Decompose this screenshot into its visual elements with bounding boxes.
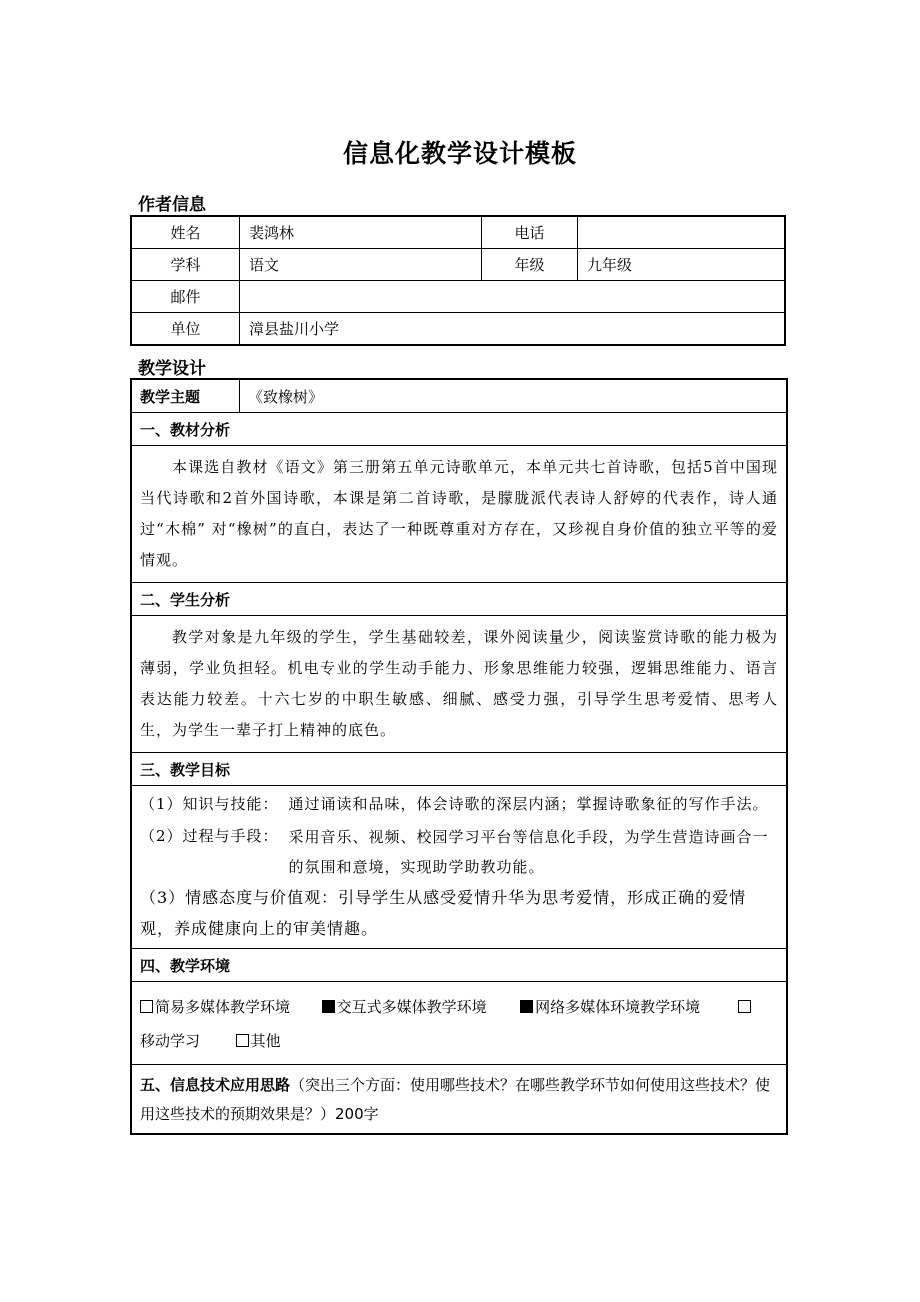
table-row	[131, 313, 785, 346]
teaching-environment-cell	[131, 982, 787, 1065]
env-options-row-2	[140, 1024, 778, 1058]
name-label: 姓名	[131, 216, 240, 249]
env-options-row-1	[140, 990, 778, 1024]
table-row	[131, 413, 787, 446]
student-analysis-title: 二、学生分析	[131, 583, 787, 616]
goal-item	[134, 790, 780, 818]
student-analysis-text: 教学对象是九年级的学生，学生基础较差，课外阅读量少，阅读鉴赏诗歌的能力极为薄弱，学业负担轻。机电专业的学生动手能力、形象思维能力较强，逻辑思维能力、语言表达能力较差。十六七岁的中职生敏感、细腻、感受力强，引导学生思考爱情、思考人生，为学生一辈子打上精神的底色。	[140, 628, 778, 739]
subject-label: 学科	[131, 249, 240, 281]
grade-value[interactable]: 九年级	[578, 249, 786, 281]
table-row	[131, 982, 787, 1065]
design-section-label: 教学设计	[138, 359, 206, 379]
teaching-goals-title: 三、教学目标	[131, 753, 787, 786]
page-title: 信息化教学设计模板	[342, 139, 577, 168]
checkbox-empty-icon[interactable]	[236, 1034, 249, 1047]
phone-value[interactable]	[578, 216, 786, 249]
env-option[interactable]: 网络多媒体环境教学环境	[520, 998, 700, 1016]
email-value[interactable]	[240, 281, 786, 313]
grade-label: 年级	[482, 249, 578, 281]
phone-label: 电话	[482, 216, 578, 249]
table-row	[131, 446, 787, 583]
material-analysis-cell[interactable]	[131, 446, 787, 583]
table-row	[131, 949, 787, 982]
env-option[interactable]: 移动学习	[140, 1032, 201, 1050]
checkbox-filled-icon[interactable]	[520, 1000, 533, 1013]
material-analysis-text: 本课选自教材《语文》第三册第五单元诗歌单元，本单元共七首诗歌，包括5首中国现当代诗歌和2首外国诗歌，本课是第二首诗歌，是朦胧派代表诗人舒婷的代表作，诗人通过“木棉” 对“橡树”的直白，表达了一种既尊重对方存在，又珍视自身价值的独立平等的爱情观。	[140, 458, 778, 569]
goal-3: （3）情感态度与价值观：引导学生从感受爱情升华为思考爱情，形成正确的爱情观，养成健康向上的审美情趣。	[140, 888, 747, 938]
table-row	[131, 616, 787, 753]
teaching-environment-title: 四、教学环境	[131, 949, 787, 982]
name-value[interactable]: 裴鸿林	[240, 216, 482, 249]
table-row	[131, 786, 787, 949]
env-option[interactable]: 交互式多媒体教学环境	[322, 998, 487, 1016]
unit-label: 单位	[131, 313, 240, 346]
unit-value[interactable]: 漳县盐川小学	[240, 313, 786, 346]
topic-value[interactable]: 《致橡树》	[240, 379, 788, 413]
checkbox-filled-icon[interactable]	[322, 1000, 335, 1013]
teaching-goals-cell[interactable]	[131, 786, 787, 949]
table-row	[131, 216, 785, 249]
table-row	[131, 281, 785, 313]
teaching-design-table	[130, 378, 788, 1135]
env-option[interactable]: 简易多媒体教学环境	[140, 998, 290, 1016]
goal-2-value: 采用音乐、视频、校园学习平台等信息化手段，为学生营造诗画合一的氛围和意境，实现助学助教功能。	[288, 828, 769, 876]
tech-application-note: （突出三个方面：使用哪些技术？在哪些教学环节如何使用这些技术？使用这些技术的预期效果是？）200字	[140, 1076, 771, 1123]
checkbox-empty-icon[interactable]	[140, 1000, 153, 1013]
tech-application-title: 五、信息技术应用思路	[140, 1076, 291, 1094]
goal-1-value: 通过诵读和品味，体会诗歌的深层内涵；掌握诗歌象征的写作手法。	[288, 795, 769, 813]
tech-application-cell[interactable]	[131, 1065, 787, 1135]
table-row	[131, 583, 787, 616]
table-row	[131, 1065, 787, 1135]
table-row	[131, 379, 787, 413]
goal-2-key: （2）过程与手段：	[140, 827, 279, 845]
material-analysis-title: 一、教材分析	[131, 413, 787, 446]
goal-1-key: （1）知识与技能：	[140, 795, 279, 813]
author-info-table	[130, 215, 786, 346]
goal-item	[134, 822, 780, 882]
student-analysis-cell[interactable]	[131, 616, 787, 753]
checkbox-empty-icon[interactable]	[738, 1000, 751, 1013]
table-row	[131, 249, 785, 281]
author-section-label: 作者信息	[138, 195, 206, 215]
table-row	[131, 753, 787, 786]
subject-value[interactable]: 语文	[240, 249, 482, 281]
email-label: 邮件	[131, 281, 240, 313]
topic-label: 教学主题	[131, 379, 240, 413]
env-option[interactable]: 其他	[236, 1032, 281, 1050]
